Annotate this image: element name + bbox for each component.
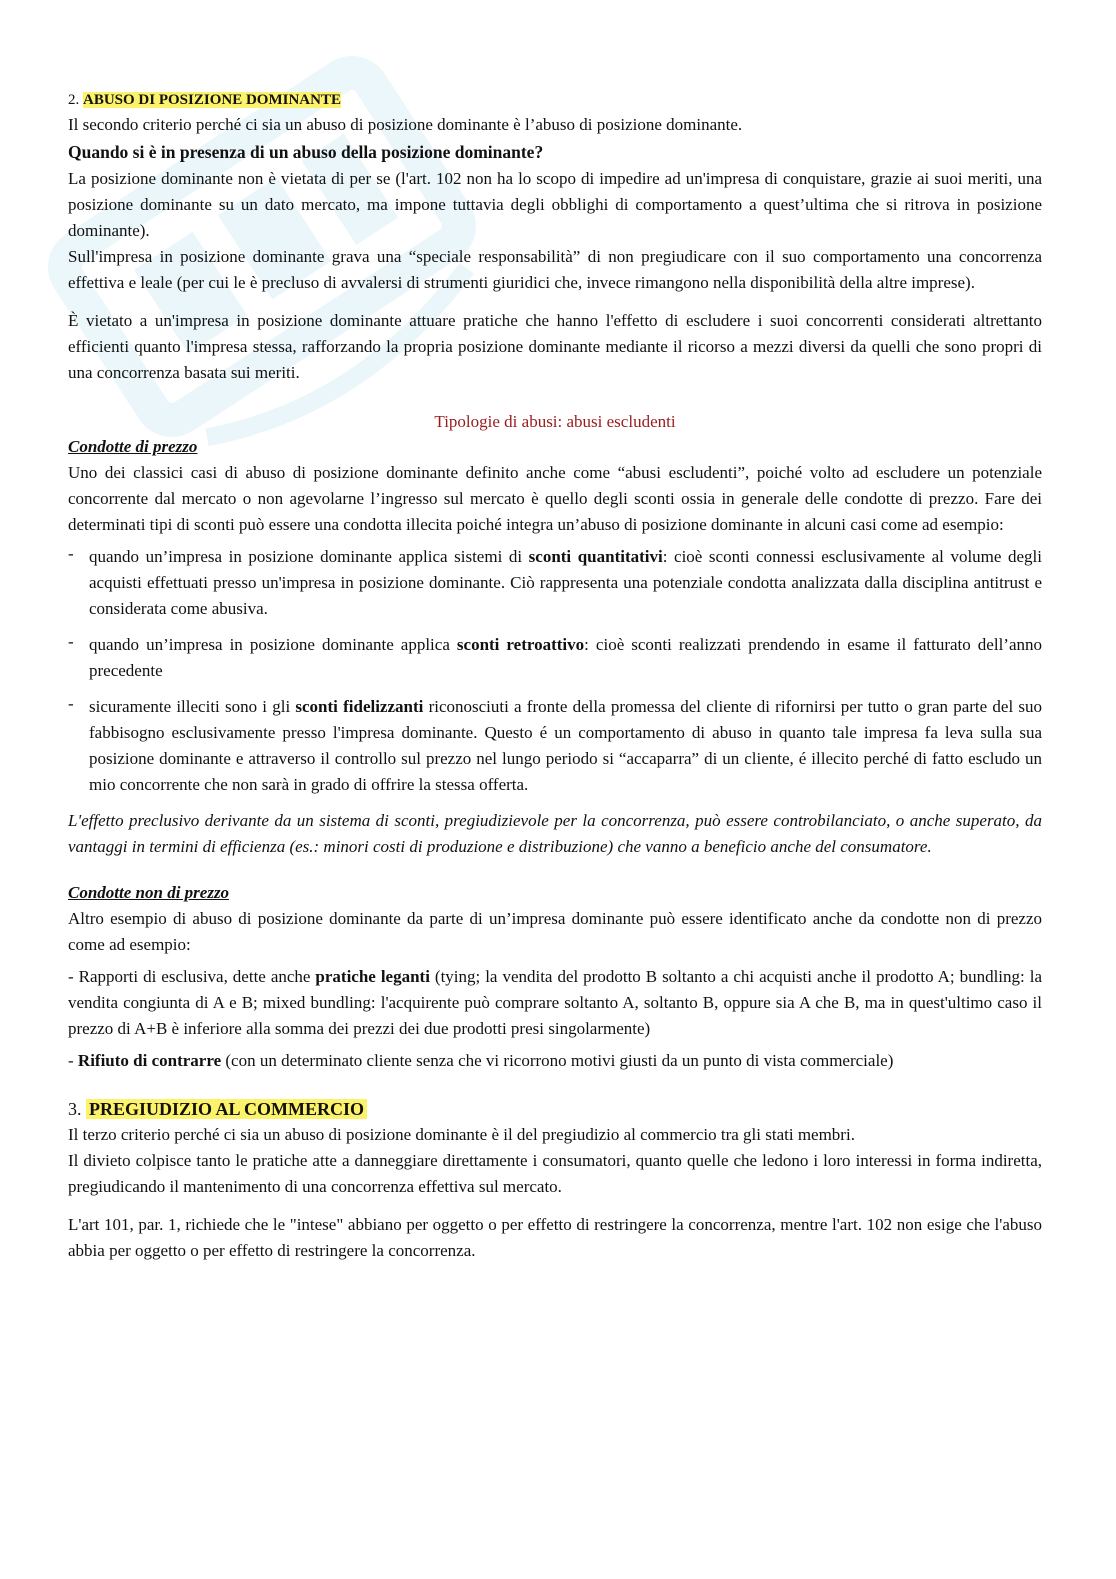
item-bold: Rifiuto di contrarre [77, 1051, 222, 1070]
list-item [68, 694, 1042, 798]
condotte-prezzo-intro: Uno dei classici casi di abuso di posizione dominante definito anche come “abusi escludenti”, poiché volto ad escludere un potenziale concorrente dal mercato o non agevolarne l’ingresso sul mercato è quello degli sconti ossia in generale delle condotte di prezzo. Fare dei determinati tipi di sconti può essere una condotta illecita poiché integra un’abuso di posizione dominante in alcuni casi come ad esempio: [68, 463, 1042, 534]
subsection-title: Tipologie di abusi: abusi escludenti [434, 412, 676, 431]
list-item-text: sicuramente illeciti sono i gli [89, 697, 296, 716]
list-item-bold: sconti retroattivo [456, 635, 585, 654]
list-item-text: : cioè sconti realizzati prendendo in esame il fatturato dell’anno precedente [89, 635, 1043, 680]
item-text: - [68, 1051, 78, 1070]
sconti-list [68, 544, 1042, 798]
italic-note: L'effetto preclusivo derivante da un sistema di sconti, pregiudizievole per la concorrenza, può essere controbilanciato, o anche superato, da vantaggi in termini di efficienza (es.: minori costi di produzione e distribuzione) che vanno a beneficio anche del consumatore. [68, 811, 1042, 856]
section-3-number: 3. [68, 1099, 82, 1119]
section-3-paragraph-1: Il terzo criterio perché ci sia un abuso di posizione dominante è il del pregiudizio al commercio tra gli stati membri. [68, 1125, 855, 1144]
list-item-text: quando un’impresa in posizione dominante applica sistemi di [89, 547, 529, 566]
pratiche-leganti-item [68, 964, 1042, 1042]
list-item-bold: sconti fidelizzanti [295, 697, 424, 716]
section-3-paragraph-3: L'art 101, par. 1, richiede che le "intese" abbiano per oggetto o per effetto di restringere la concorrenza, mentre l'art. 102 non esige che l'abuso abbia per oggetto o per effetto di restringere la concorrenza. [68, 1215, 1042, 1260]
section-3-paragraph-2: Il divieto colpisce tanto le pratiche atte a danneggiare direttamente i consumatori, quanto quelle che ledono i loro interessi in forma indiretta, pregiudicando il mantenimento di una concorrenza effettiva sul mercato. [68, 1151, 1042, 1196]
section-2-title: ABUSO DI POSIZIONE DOMINANTE [83, 92, 341, 108]
condotte-non-prezzo-heading: Condotte non di prezzo [68, 883, 230, 902]
section-3-title: PREGIUDIZIO AL COMMERCIO [86, 1099, 367, 1119]
item-text: (tying; la vendita del prodotto B soltanto a chi acquisti anche il prodotto A; bundling: la vendita congiunta di A e B; mixed bundling: l'acquirente può comprare soltanto A, soltanto B, oppure sia A che B, ma in quest'ultimo caso il prezzo di A+B è inferiore alla somma dei prezzi dei due prodotti presi singolarmente) [68, 967, 1042, 1038]
section-2-intro: Il secondo criterio perché ci sia un abuso di posizione dominante è l’abuso di posizione dominante. [68, 115, 743, 134]
section-2-number: 2. [68, 92, 80, 108]
list-item-text: riconosciuti a fronte della promessa del cliente di rifornirsi per tutto o gran parte del suo fabbisogno esclusivamente presso l'impresa dominante. Questo é un comportamento di abuso in quanto tale impresa fa leva sulla sua posizione dominante e attraverso il controllo sul prezzo nel lungo periodo si “accaparra” di un cliente, é illecito perché di fatto escludo un mio concorrente che non sarà in grado di offrire la stessa offerta. [89, 697, 1042, 794]
condotte-non-prezzo-intro: Altro esempio di abuso di posizione dominante da parte di un’impresa dominante può essere identificato anche da condotte non di prezzo come ad esempio: [68, 909, 1042, 954]
document-page [68, 88, 1042, 1264]
condotte-prezzo-heading: Condotte di prezzo [68, 437, 198, 456]
section-2-heading [68, 88, 1042, 112]
section-3-heading [68, 1096, 1042, 1122]
list-item [68, 544, 1042, 622]
list-item-bold: sconti quantitativi [528, 547, 663, 566]
rifiuto-contrarre-item [68, 1048, 1042, 1074]
section-2-paragraph-1: La posizione dominante non è vietata di per se (l'art. 102 non ha lo scopo di impedire ad un'impresa di conquistare, grazie ai suoi meriti, una posizione dominante su un dato mercato, ma impone tuttavia degli obblighi di comportamento a quest’ultima che si ritrova in posizione dominante). [68, 169, 1042, 240]
list-item [68, 632, 1042, 684]
section-2-paragraph-3: È vietato a un'impresa in posizione dominante attuare pratiche che hanno l'effetto di escludere i suoi concorrenti considerati altrettanto efficienti quanto l'impresa stessa, rafforzando la propria posizione dominante mediante il ricorso a mezzi diversi da quelli che sono propri di una concorrenza basata sui meriti. [68, 311, 1042, 382]
section-2-question: Quando si è in presenza di un abuso della posizione dominante? [68, 142, 544, 162]
item-text: (con un determinato cliente senza che vi ricorrono motivi giusti da un punto di vista commerciale) [221, 1051, 894, 1070]
item-text: - Rapporti di esclusiva, dette anche [68, 967, 316, 986]
list-item-text: : cioè sconti connessi esclusivamente al volume degli acquisti effettuati presso un'impresa in posizione dominante. Ciò rappresenta una potenziale condotta analizzata dalla disciplina antitrust e considerata come abusiva. [89, 547, 1042, 618]
list-item-text: quando un’impresa in posizione dominante applica [89, 635, 457, 654]
item-bold: pratiche leganti [315, 967, 430, 986]
section-2-paragraph-2: Sull'impresa in posizione dominante grava una “speciale responsabilità” di non pregiudicare con il suo comportamento una concorrenza effettiva e leale (per cui le è precluso di avvalersi di strumenti giuridici che, invece rimangono nella disponibilità della altre imprese). [68, 247, 1042, 292]
